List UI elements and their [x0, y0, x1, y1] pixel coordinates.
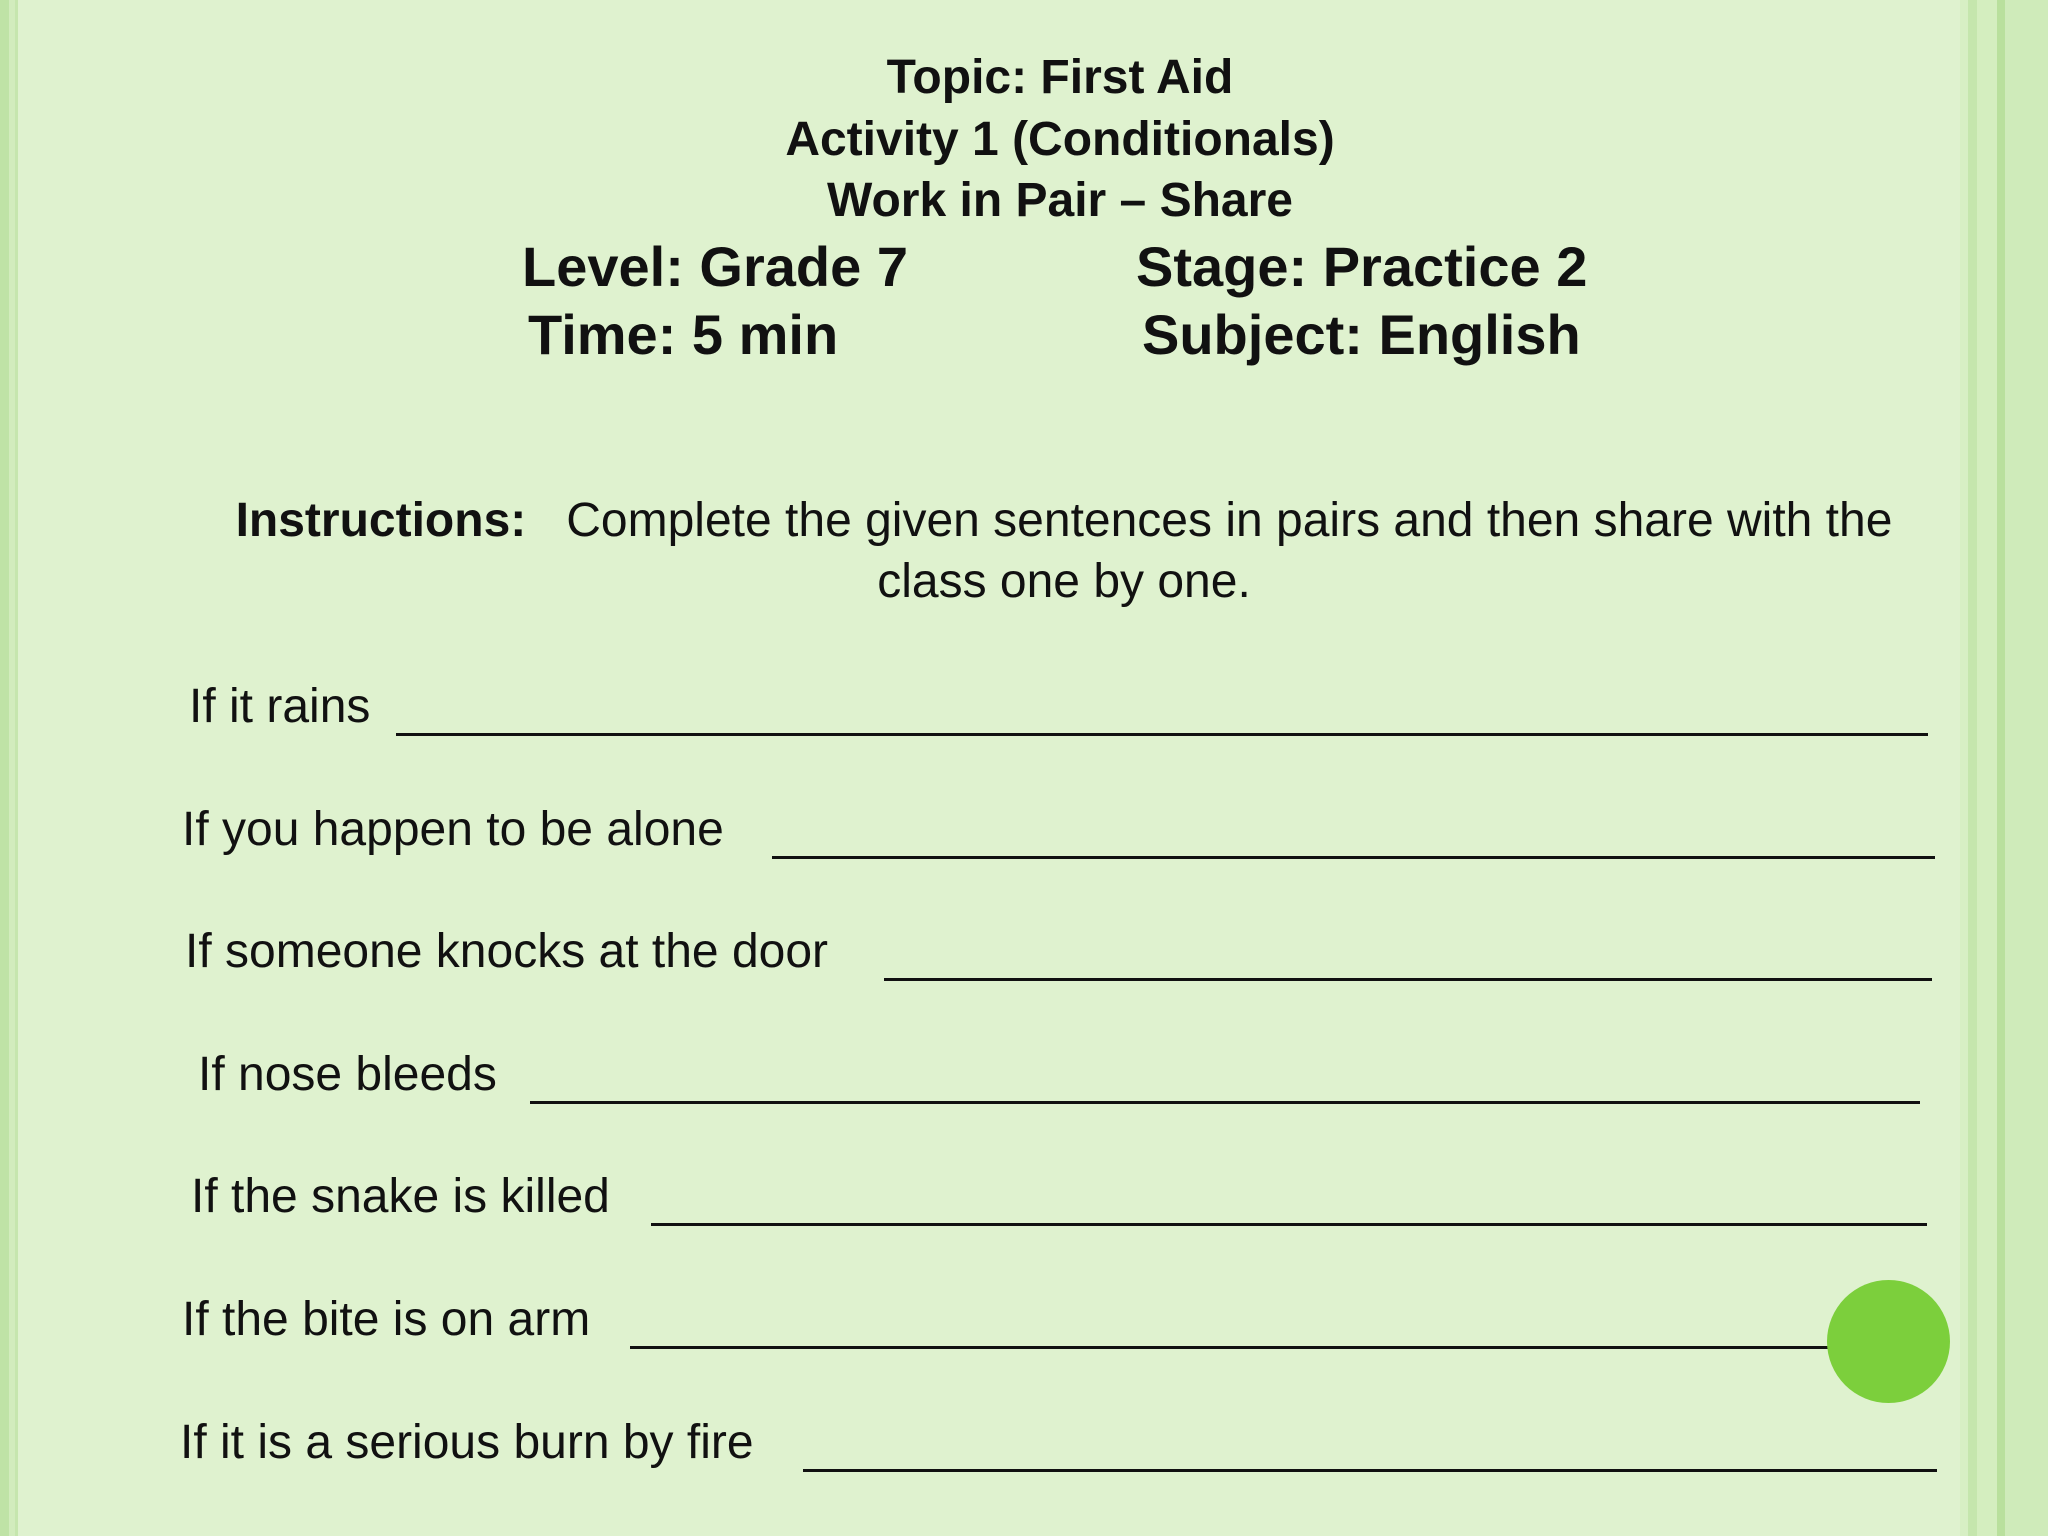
sentence-prompt: If you happen to be alone: [182, 803, 724, 856]
sentence-prompt: If nose bleeds: [198, 1048, 497, 1101]
answer-blank[interactable]: [772, 856, 1935, 859]
answer-blank[interactable]: [651, 1223, 1927, 1226]
sentence-prompt: If it is a serious burn by fire: [180, 1416, 754, 1469]
level-label: Level: Grade 7: [522, 235, 908, 298]
answer-blank[interactable]: [396, 733, 1928, 736]
answer-blank[interactable]: [803, 1469, 1937, 1472]
answer-blank[interactable]: [630, 1346, 1936, 1349]
time-label: Time: 5 min: [528, 303, 839, 366]
subject-label: Subject: English: [1142, 303, 1581, 366]
sentence-prompt: If someone knocks at the door: [185, 925, 829, 978]
instructions: [184, 490, 1944, 612]
work-mode-heading: Work in Pair – Share: [827, 174, 1293, 227]
activity-heading: Activity 1 (Conditionals): [785, 113, 1335, 166]
sentence-prompt: If the bite is on arm: [182, 1293, 591, 1346]
sentence-prompt: If it rains: [189, 680, 371, 733]
topic-heading: Topic: First Aid: [886, 51, 1234, 104]
stage-label: Stage: Practice 2: [1136, 235, 1588, 298]
sentence-prompt: If the snake is killed: [191, 1170, 610, 1223]
answer-blank[interactable]: [884, 978, 1932, 981]
instructions-label: Instructions:: [235, 494, 527, 547]
answer-blank[interactable]: [530, 1101, 1920, 1104]
instructions-text: Complete the given sentences in pairs and then share with the class one by one.: [566, 494, 1893, 608]
decorative-green-circle: [1827, 1280, 1950, 1403]
